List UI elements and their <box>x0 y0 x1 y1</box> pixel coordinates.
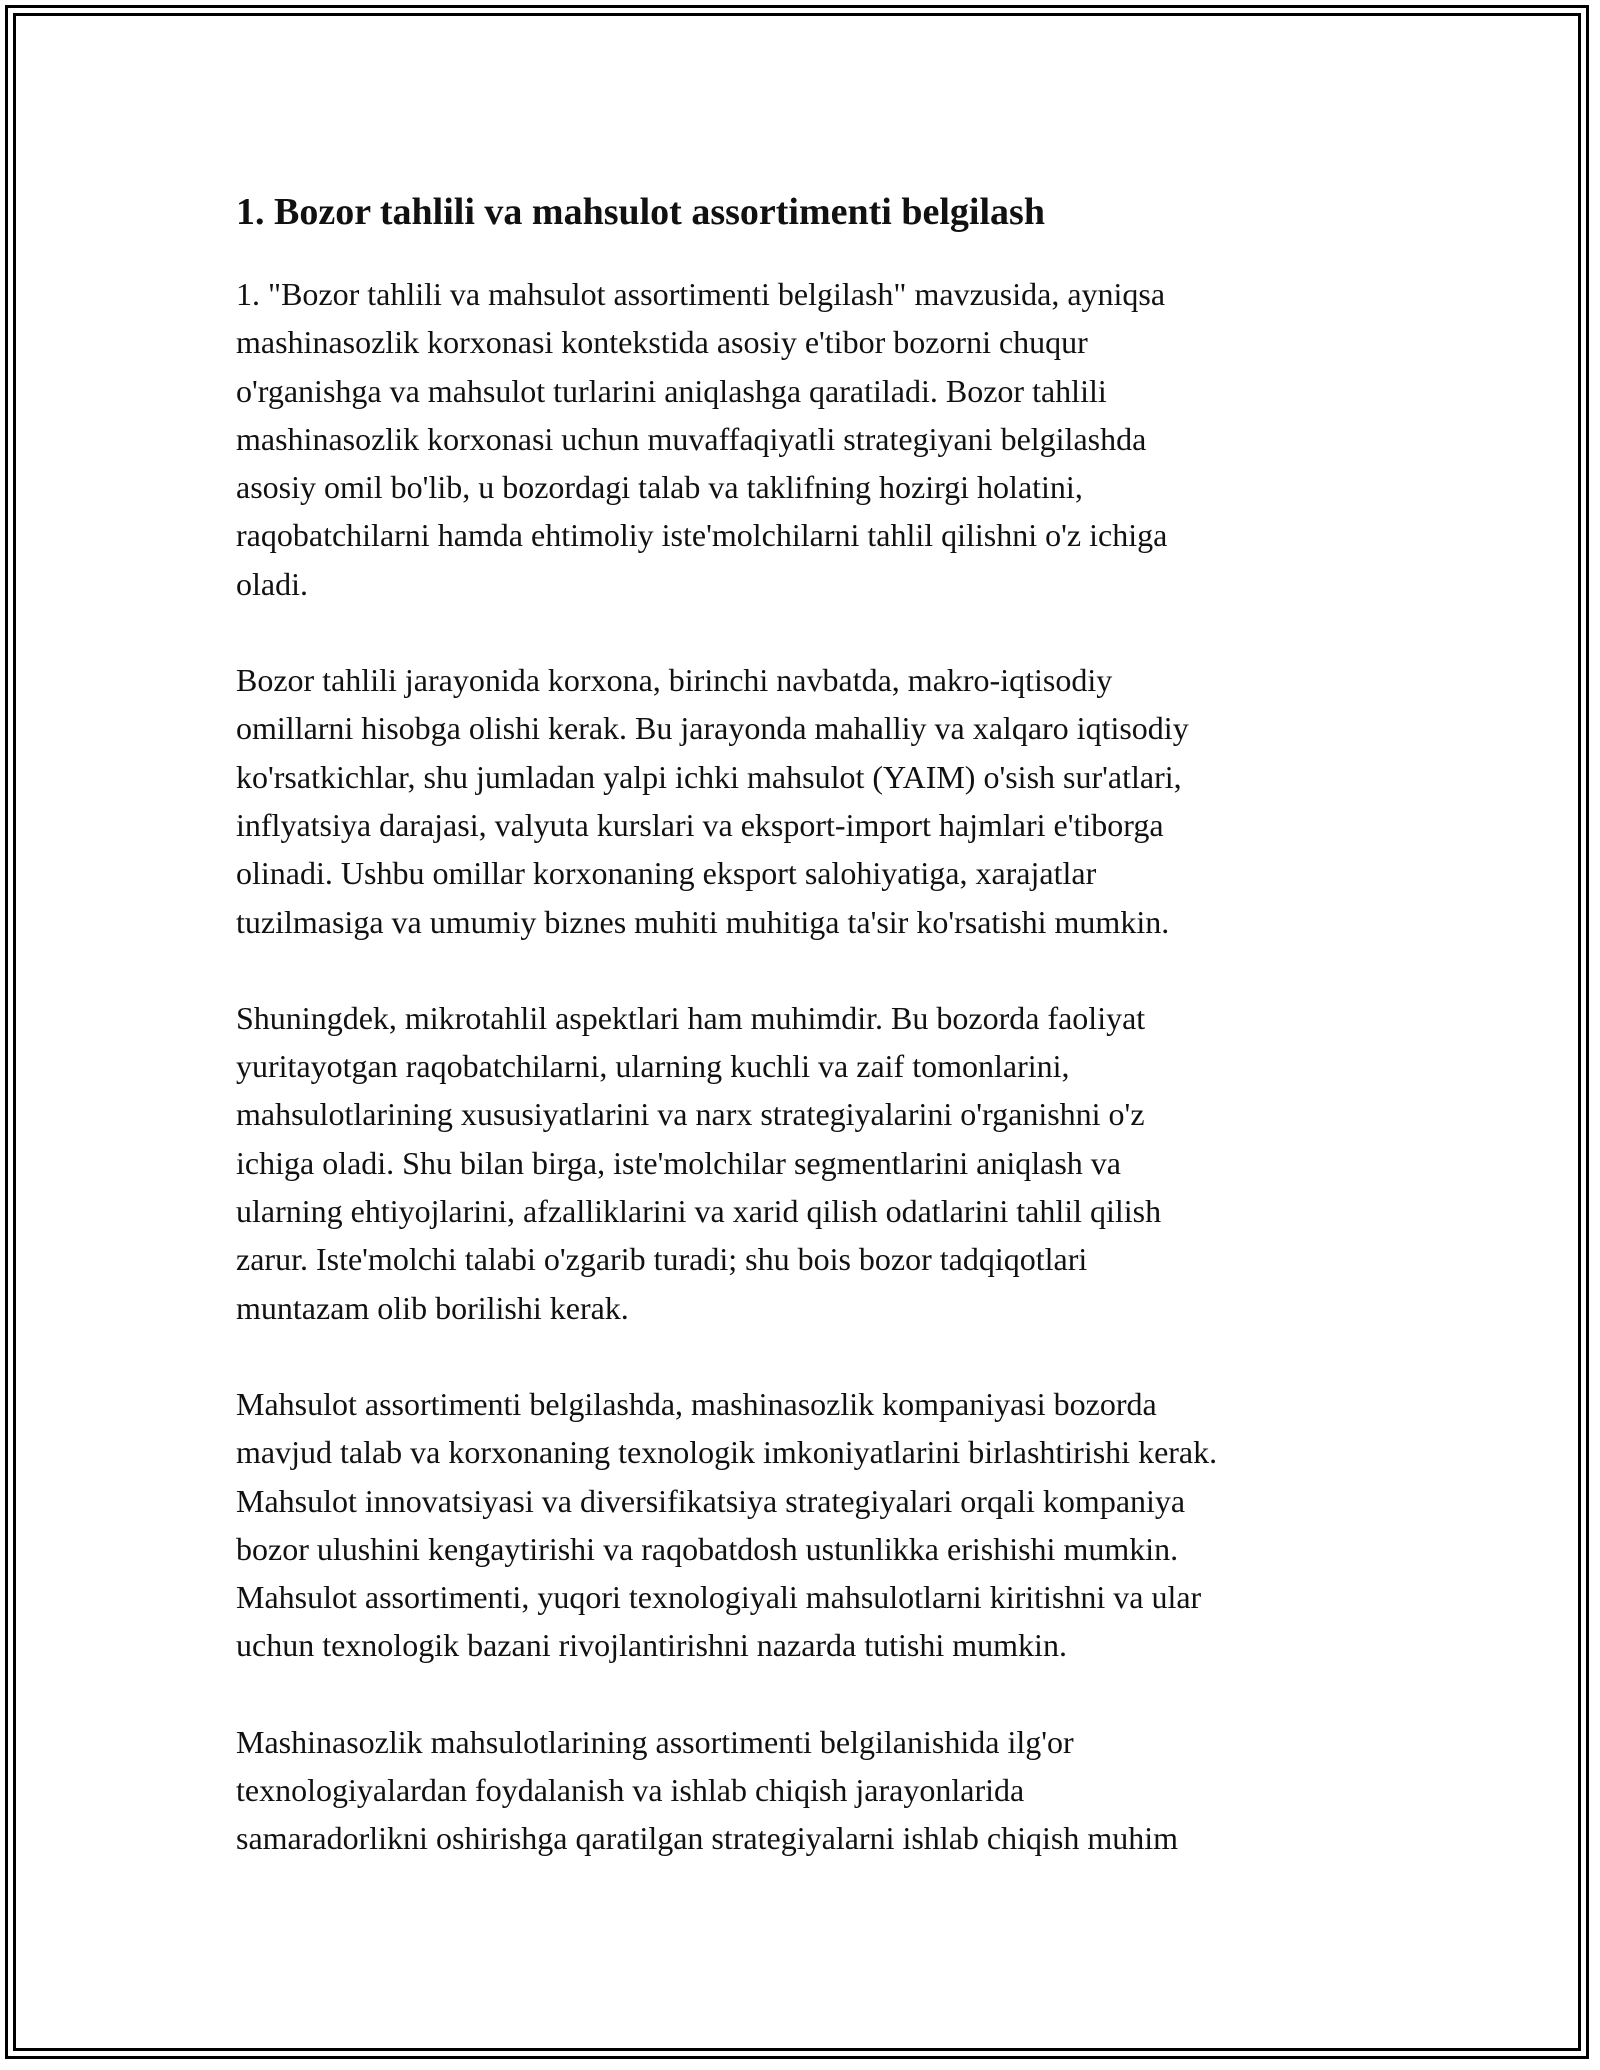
paragraph-line: Mashinasozlik mahsulotlarining assortimenti belgilanishida ilg'or <box>236 1723 1074 1760</box>
paragraph-line: oladi. <box>236 565 308 602</box>
paragraph-line: raqobatchilarni hamda ehtimoliy iste'molchilarni tahlil qilishni o'z ichiga <box>236 517 1168 554</box>
paragraph-line: mavjud talab va korxonaning texnologik imkoniyatlarini birlashtirishi kerak. <box>236 1434 1218 1471</box>
paragraph-line: yuritayotgan raqobatchilarni, ularning kuchli va zaif tomonlarini, <box>236 1048 1070 1085</box>
paragraph-line: o'rganishga va mahsulot turlarini aniqlashga qaratiladi. Bozor tahlili <box>236 372 1107 409</box>
paragraph-line: mahsulotlarining xususiyatlarini va narx strategiyalarini o'rganishni o'z <box>236 1096 1145 1133</box>
paragraph-line: ichiga oladi. Shu bilan birga, iste'molchilar segmentlarini aniqlash va <box>236 1144 1121 1181</box>
paragraph-line: ularning ehtiyojlarini, afzalliklarini va xarid qilish odatlarini tahlil qilish <box>236 1193 1162 1230</box>
paragraph-line: Mahsulot assortimenti belgilashda, mashinasozlik kompaniyasi bozorda <box>236 1385 1157 1422</box>
paragraph-line: Shuningdek, mikrotahlil aspektlari ham muhimdir. Bu bozorda faoliyat <box>236 999 1146 1036</box>
document-body <box>236 182 1386 1911</box>
paragraph-line: Mahsulot innovatsiyasi va diversifikatsiya strategiyalari orqali kompaniya <box>236 1482 1186 1519</box>
body-paragraph <box>236 994 1386 1332</box>
paragraph-line: asosiy omil bo'lib, u bozordagi talab va taklifning hozirgi holatini, <box>236 469 1083 506</box>
body-paragraph <box>236 270 1386 608</box>
paragraph-line: samaradorlikni oshirishga qaratilgan strategiyalarni ishlab chiqish muhim <box>236 1820 1178 1857</box>
paragraph-line: tuzilmasiga va umumiy biznes muhiti muhitiga ta'sir ko'rsatishi mumkin. <box>236 903 1170 940</box>
paragraph-line: bozor ulushini kengaytirishi va raqobatdosh ustunlikka erishishi mumkin. <box>236 1530 1179 1567</box>
paragraph-line: Mahsulot assortimenti, yuqori texnologiyali mahsulotlarni kiritishni va ular <box>236 1579 1202 1616</box>
body-paragraph <box>236 1718 1386 1863</box>
paragraph-line: uchun texnologik bazani rivojlantirishni nazarda tutishi mumkin. <box>236 1627 1067 1664</box>
paragraph-line: omillarni hisobga olishi kerak. Bu jarayonda mahalliy va xalqaro iqtisodiy <box>236 710 1189 747</box>
paragraph-line: Bozor tahlili jarayonida korxona, birinchi navbatda, makro-iqtisodiy <box>236 662 1113 699</box>
paragraph-line: 1. "Bozor tahlili va mahsulot assortimenti belgilash" mavzusida, ayniqsa <box>236 276 1166 312</box>
paragraph-line: ko'rsatkichlar, shu jumladan yalpi ichki mahsulot (YAIM) o'sish sur'atlari, <box>236 758 1182 795</box>
paragraph-line: zarur. Iste'molchi talabi o'zgarib turadi; shu bois bozor tadqiqotlari <box>236 1241 1088 1278</box>
paragraph-list <box>236 270 1386 1863</box>
paragraph-line: mashinasozlik korxonasi kontekstida asosiy e'tibor bozorni chuqur <box>236 324 1088 361</box>
body-paragraph <box>236 1380 1386 1670</box>
paragraph-line: muntazam olib borilishi kerak. <box>236 1289 629 1326</box>
body-paragraph <box>236 656 1386 946</box>
paragraph-line: inflyatsiya darajasi, valyuta kurslari va eksport-import hajmlari e'tiborga <box>236 806 1164 843</box>
paragraph-line: mashinasozlik korxonasi uchun muvaffaqiyatli strategiyani belgilashda <box>236 420 1147 457</box>
section-heading: 1. Bozor tahlili va mahsulot assortimenti belgilash <box>236 191 1045 233</box>
paragraph-line: texnologiyalardan foydalanish va ishlab chiqish jarayonlarida <box>236 1772 1025 1809</box>
paragraph-line: olinadi. Ushbu omillar korxonaning eksport salohiyatiga, xarajatlar <box>236 855 1097 892</box>
